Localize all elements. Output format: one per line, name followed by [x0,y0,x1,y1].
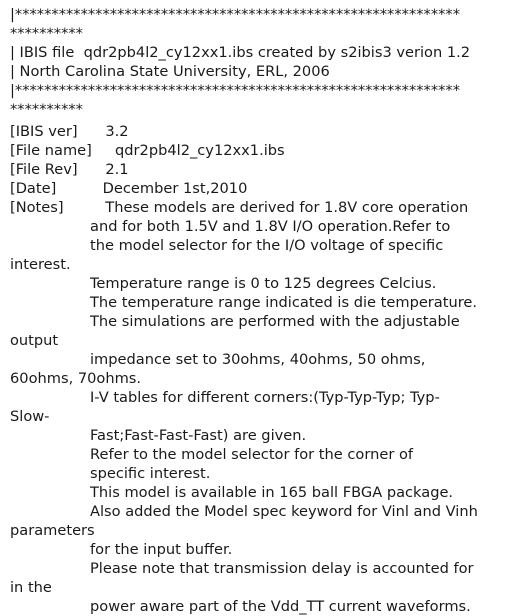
notes-text: The temperature range indicated is die temperature. [90,294,478,311]
notes-line: [Notes] These models are derived for 1.8V core operation [10,199,469,216]
header-border-bottom-wrap: ********** [10,101,83,118]
notes-text: I-V tables for different corners:(Typ-Typ-Typ; Typ- [90,389,440,406]
header-border-top: |************************************************************* [10,6,461,23]
ibis-ver-line: [IBIS ver] 3.2 [10,123,129,140]
notes-text-wrap: parameters [10,522,95,539]
notes-text: Please note that transmission delay is accounted for [90,560,474,577]
notes-text: Also added the Model spec keyword for Vinl and Vinh [90,503,478,520]
notes-text-wrap: interest. [10,256,71,273]
notes-text: Refer to the model selector for the corner of [90,446,414,463]
notes-text-wrap: output [10,332,59,349]
file-rev-line: [File Rev] 2.1 [10,161,129,178]
notes-text-wrap: in the [10,579,52,596]
notes-text: Fast;Fast-Fast-Fast) are given. [90,427,307,444]
notes-text-wrap: Slow- [10,408,50,425]
header-institution: | North Carolina State University, ERL, 2006 [10,63,330,80]
notes-text-wrap: 60ohms, 70ohms. [10,370,142,387]
notes-text: specific interest. [90,465,211,482]
file-name-line: [File name] qdr2pb4l2_cy12xx1.ibs [10,142,285,159]
notes-text: the model selector for the I/O voltage of specific [90,237,444,254]
notes-text: for the input buffer. [90,541,233,558]
notes-text: The simulations are performed with the adjustable [90,313,460,330]
notes-text-cut: power aware part of the Vdd_TT current waveforms. [90,598,471,615]
header-border-top-wrap: ********** [10,25,83,42]
header-ibis-file: | IBIS file qdr2pb4l2_cy12xx1.ibs created by s2ibis3 verion 1.2 [10,44,471,61]
notes-text: This model is available in 165 ball FBGA package. [90,484,454,501]
notes-text: impedance set to 30ohms, 40ohms, 50 ohms, [90,351,426,368]
notes-text: Temperature range is 0 to 125 degrees Celcius. [90,275,437,292]
date-line: [Date] December 1st,2010 [10,180,248,197]
notes-text: and for both 1.5V and 1.8V I/O operation.Refer to [90,218,451,235]
header-border-bottom: |************************************************************* [10,82,461,99]
